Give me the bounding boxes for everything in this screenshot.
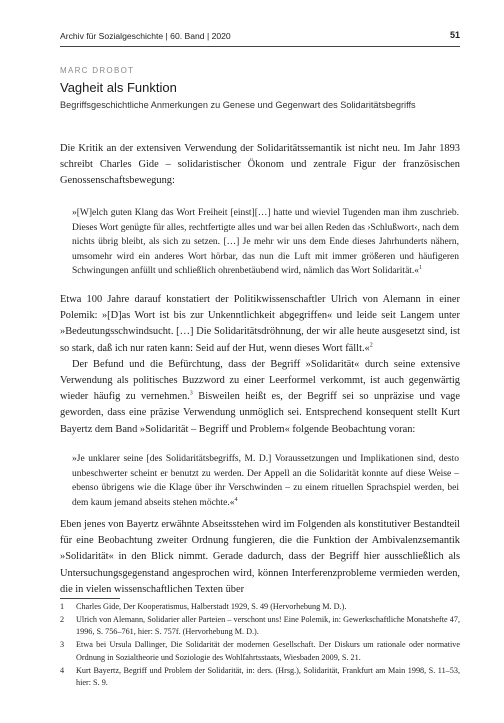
footnote-ref[interactable]: 2 — [369, 342, 373, 349]
quote-text: »Je unklarer seine [des Solidaritätsbegriffs, M. D.] Voraussetzungen und Implikationen sind, desto unbeschwerter scheint er benutzt zu werden. Der Appell an die Solidarität konnte auf diese Weise – ebenso übrigens wie die Klage über ihr Verschwinden – zu einem rituellen Sprachspiel werden, bei dem kaum jemand abseits stehen möchte.« — [72, 454, 459, 508]
footnote-text: Ulrich von Alemann, Solidarier aller Parteien – verschont uns! Eine Polemik, in: Gewerkschaftliche Monatshefte 47, 1996, S. 756–761, hier: S. 757f. (Hervorhebung M. D.). — [76, 614, 460, 637]
paragraph-text: Eben jenes von Bayertz erwähnte Abseitsstehen wird im Folgenden als konstitutiver Bestandteil für eine Beobachtung zweiter Ordnung fungieren, die die Funktion der Ambivalenzsemantik »Solidarität« in den Blick nimmt. Gerade dadurch, dass der Begriff hier ausschließlich als Untersuchungsgegenstand angesprochen wird, können Interferenzprobleme vermieden werden, die in vielen wissenschaftlichen Texten über — [60, 519, 460, 595]
paragraph-alemann — [60, 292, 460, 357]
footnote-text: Kurt Bayertz, Begriff und Problem der Solidarität, in: ders. (Hrsg.), Solidarität, Frankfurt am Main 1998, S. 11–53, hier: S. 9. — [76, 665, 460, 688]
footnote-text: Charles Gide, Der Kooperatismus, Halberstadt 1929, S. 49 (Hervorhebung M. D.). — [76, 602, 347, 611]
paragraph-befund — [60, 357, 460, 438]
quote-text: »[W]elch guten Klang das Wort Freiheit [einst][…] hatte und wieviel Tugenden man ihm zuschrieb. Dieses Wort genügte für alles, rechtfertigte alles und war bei allen Reden das ›Schlußwort‹, nach dem nichts übrig bleibt, als sich zu setzen. […] Je mehr wir uns dem Ende dieses Jahrhunderts nähern, umsomehr wird ein anderes Wort hörbar, das nun die Luft mit immer größeren und häufigeren Schwingungen anfüllt und schließlich ohrenbetäubend wird, nämlich das Wort Solidarität.« — [72, 208, 459, 277]
footnote-text: Etwa bei Ursula Dallinger, Die Solidarität der modernen Gesellschaft. Der Diskurs um rationale oder normative Ordnung in Sozialtheorie und Soziologie des Wohlfahrtsstaats, Wiesbaden 2009, S. 21. — [76, 640, 460, 662]
closing-paragraph — [60, 517, 460, 598]
intro-paragraph — [60, 141, 460, 190]
footnote-item — [60, 639, 460, 664]
footnotes — [60, 601, 460, 690]
article-author: MARC DROBOT — [60, 66, 135, 75]
footnote-ref[interactable]: 4 — [234, 496, 238, 503]
footnote-ref[interactable]: 3 — [189, 390, 193, 397]
block-quote-gide — [72, 206, 459, 279]
page-number: 51 — [449, 30, 460, 40]
footnote-rule — [60, 598, 120, 599]
footnote-item — [60, 601, 460, 614]
article-subtitle: Begriffsgeschichtliche Anmerkungen zu Genese und Gegenwart des Solidaritätsbegriffs — [60, 100, 416, 110]
paragraph-text: Etwa 100 Jahre darauf konstatiert der Politikwissenschaftler Ulrich von Alemann in einer Polemik: »[D]as Wort ist bis zur Unkenntlichkeit abgegriffen« und leide seit Langem unter »Bedeutungsschwindsucht. […] Die Solidaritätsdröhnung, der wir alle heute ausgesetzt sind, ist so stark, daß ich nur raten kann: Seid auf der Hut, wenn dieses Wort fällt.« — [60, 294, 460, 354]
header-rule — [60, 46, 460, 47]
paragraph-text: Bisweilen heißt es, der Begriff sei so unpräzise und vage geworden, dass eine präzise Verwendung unmöglich sei. Entsprechend konsequent stellt Kurt Bayertz dem Band »Solidarität – Begriff und Problem« folgende Beobachtung voran: — [60, 391, 460, 435]
paragraph-text: Der Befund und die Befürchtung, dass der Begriff »Solidarität« durch seine extensive Verwendung als politisches Buzzword zu einer Leerformel verkommt, ist auch gegenwärtig wieder häufig zu vernehmen. — [60, 358, 460, 403]
main-paragraphs — [60, 292, 460, 438]
footnote-item — [60, 665, 460, 690]
paragraph-text: Die Kritik an der extensiven Verwendung der Solidaritätssemantik ist nicht neu. Im Jahr 1893 schreibt Charles Gide – solidaristischer Ökonom und zentrale Figur der französischen Genossenschaftsbewegung: — [60, 143, 460, 187]
footnote-number: 3 — [60, 640, 65, 650]
running-header: Archiv für Sozialgeschichte | 60. Band | 2020 — [60, 31, 231, 41]
footnote-number: 1 — [60, 602, 65, 611]
footnote-number: 4 — [60, 665, 65, 675]
block-quote-bayertz — [72, 452, 459, 510]
footnote-number: 2 — [60, 614, 65, 624]
footnote-item — [60, 614, 460, 639]
article-title: Vagheit als Funktion — [60, 80, 177, 95]
footnote-ref[interactable]: 1 — [419, 265, 423, 272]
